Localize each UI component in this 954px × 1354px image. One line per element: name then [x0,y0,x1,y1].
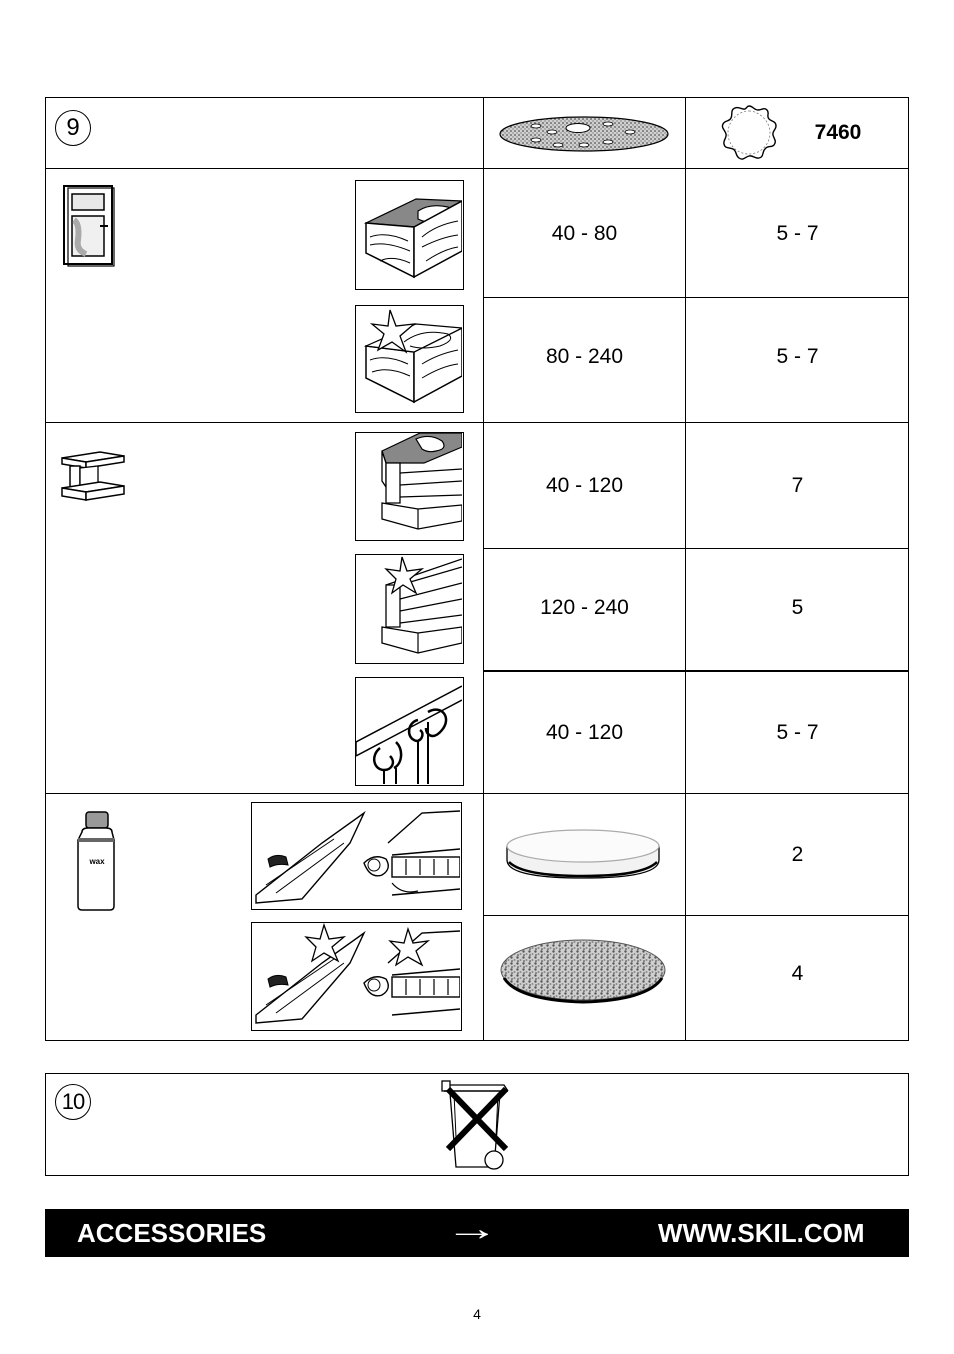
row-divider [483,915,909,916]
figure-number-10: 10 [55,1084,91,1120]
sanding-disc-icon [498,114,670,154]
grit-value: 40 - 120 [545,721,624,744]
foam-pad-icon [503,826,663,882]
speed-value: 5 - 7 [776,222,819,245]
metal-rough-sanding-image [355,432,464,541]
figure-number-9: 9 [55,110,91,146]
accessories-label: ACCESSORIES [77,1218,267,1248]
page-number: 4 [473,1306,481,1322]
accessories-banner [45,1209,909,1257]
arrow-icon: → [444,1210,500,1248]
speed-value: 5 [791,596,804,619]
steel-beam-icon [58,448,128,504]
section-divider [45,422,909,423]
grit-value: 40 - 120 [545,474,624,497]
crossed-bin-icon [438,1077,518,1173]
section-divider [45,793,909,794]
boat-car-polishing-image [251,922,462,1031]
metal-fine-sanding-image [355,554,464,664]
wood-fine-sanding-image [355,305,464,413]
wax-label: wax [89,857,105,866]
speed-value: 5 - 7 [776,721,819,744]
grit-value: 80 - 240 [545,345,624,368]
wood-rough-sanding-image [355,180,464,290]
door-icon [62,184,116,268]
row-divider [483,548,909,549]
grit-value: 40 - 80 [551,222,618,245]
speed-value: 5 - 7 [776,345,819,368]
speed-value: 4 [791,962,804,985]
row-divider [483,670,909,672]
section-divider [45,168,909,169]
accessory-code: 7460 [814,121,862,144]
railing-sanding-image [355,677,464,786]
row-divider [483,297,909,298]
speed-value: 2 [791,843,804,866]
speed-value: 7 [791,474,804,497]
website-link[interactable]: WWW.SKIL.COM [658,1218,865,1248]
lambswool-pad-icon [498,938,668,1008]
boat-car-waxing-image [251,802,462,910]
grit-value: 120 - 240 [540,596,629,619]
accessory-gear-icon [718,102,780,164]
